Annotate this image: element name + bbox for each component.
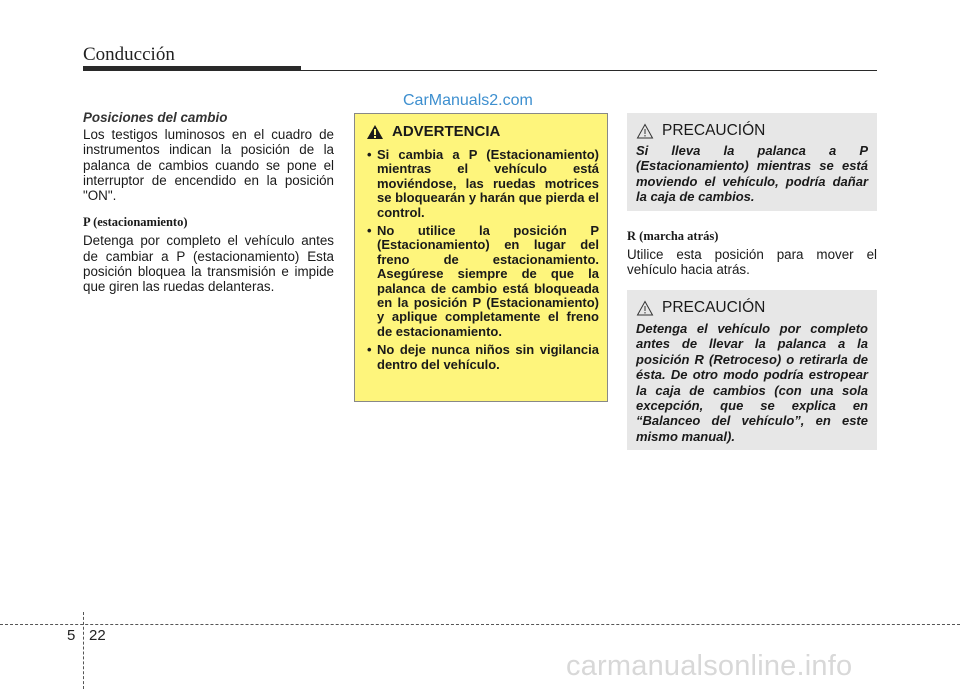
p-heading: P (estacionamiento) [83,215,188,230]
caution-box-2 [627,290,877,450]
site-watermark: carmanualsonline.info [566,650,853,682]
p-paragraph: Detenga por completo el vehículo antes de cambiar a P (estacionamiento) Esta posición bloquea la transmisión e impide que giren las ruedas delanteras. [83,233,334,295]
caution-triangle-icon [636,300,654,316]
warning-list [363,148,599,376]
warning-box [354,113,608,402]
caution-header-2 [636,299,765,317]
caution-title-2: PRECAUCIÓN [662,299,766,316]
column-right [627,229,877,278]
caution-triangle-icon [636,123,654,139]
section-title: Posiciones del cambio [83,110,228,125]
chapter-number: 5 [67,627,76,644]
watermark-link[interactable]: CarManuals2.com [403,92,533,109]
warning-item-3: • No deje nunca niños sin vigilancia dentro del vehículo. [363,343,599,372]
warning-title: ADVERTENCIA [392,122,501,140]
caution-box-1 [627,113,877,211]
page-number: 22 [89,627,106,644]
warning-item-1: • Si cambia a P (Estacionamiento) mientras el vehículo está moviéndose, las ruedas motrices se bloquearán y harán que pierda el control. [363,148,599,220]
caution-title-1: PRECAUCIÓN [662,122,766,139]
column-left [83,110,334,294]
caution-text-1: Si lleva la palanca a P (Estacionamiento) mientras se está moviendo el vehículo, podría dañar la caja de cambios. [636,143,868,205]
page-header-title: Conducción [83,44,175,65]
r-heading: R (marcha atrás) [627,229,719,243]
footer-divider [83,612,84,689]
intro-paragraph: Los testigos luminosos en el cuadro de instrumentos indican la posición de la palanca de cambios cuando se pone el interruptor de encendido en la posición "ON". [83,127,334,204]
warning-item-2: • No utilice la posición P (Estacionamiento) en lugar del freno de estacionamiento. Asegúrese siempre de que la palanca de cambio está bloqueada en la posición P (Estacionamiento) y aplique completamente el freno de estacionamiento. [363,224,599,339]
warning-header [366,124,500,140]
r-paragraph: Utilice esta posición para mover el vehículo hacia atrás. [627,247,877,278]
header-rule-thick [83,66,301,71]
header-rule-thin [301,70,877,71]
footer-rule [0,624,960,625]
caution-header-1 [636,122,765,140]
caution-text-2: Detenga el vehículo por completo antes de llevar la palanca a la posición R (Retroceso) o retirarla de ésta. De otro modo podría estropear la caja de cambios (con una sola excepción, que se explica en “Balanceo del vehículo”, en este mismo manual). [636,321,868,444]
warning-triangle-icon [366,124,384,140]
